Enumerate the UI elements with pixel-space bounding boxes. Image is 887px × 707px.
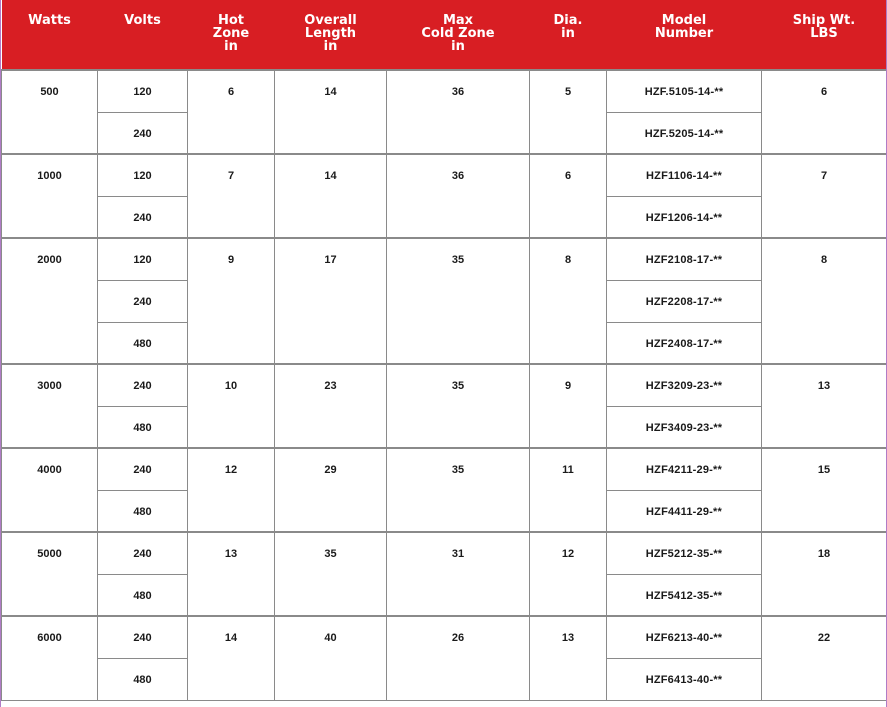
model-number-cell: HZF6413-40-** <box>607 658 762 700</box>
heater-spec-table <box>1 0 887 701</box>
overall-length-cell: 14 <box>275 70 387 154</box>
header-dia <box>530 0 607 70</box>
header-overall-length-line: Length <box>304 26 357 41</box>
model-number-cell: HZF.5205-14-** <box>607 112 762 154</box>
dia-cell: 12 <box>530 532 607 616</box>
header-overall-length-line: in <box>323 39 338 54</box>
dia-cell: 8 <box>530 238 607 364</box>
ship-weight-cell: 8 <box>762 238 887 364</box>
table-row <box>2 154 887 196</box>
header-hot-zone <box>188 0 275 70</box>
ship-weight-cell: 22 <box>762 616 887 700</box>
header-max-cold-zone-line: Cold Zone <box>421 26 495 41</box>
ship-weight-cell: 18 <box>762 532 887 616</box>
model-number-cell: HZF5412-35-** <box>607 574 762 616</box>
watts-cell: 1000 <box>2 154 98 238</box>
volts-cell: 240 <box>98 364 188 406</box>
header-max-cold-zone-line: in <box>451 39 465 54</box>
hot-zone-cell: 13 <box>188 532 275 616</box>
overall-length-cell: 17 <box>275 238 387 364</box>
table-row <box>2 364 887 406</box>
model-number-cell: HZF.5105-14-** <box>607 70 762 112</box>
model-number-cell: HZF4411-29-** <box>607 490 762 532</box>
header-dia-line: in <box>561 26 575 41</box>
header-ship-weight-line: LBS <box>810 26 838 41</box>
volts-cell: 240 <box>98 280 188 322</box>
volts-cell: 480 <box>98 574 188 616</box>
hot-zone-cell: 9 <box>188 238 275 364</box>
header-hot-zone-line: in <box>224 39 238 54</box>
hot-zone-cell: 7 <box>188 154 275 238</box>
watts-cell: 5000 <box>2 532 98 616</box>
table-body <box>2 70 887 700</box>
header-max-cold-zone-line: Max <box>442 13 474 28</box>
table-row <box>2 532 887 574</box>
max-cold-zone-cell: 35 <box>387 448 530 532</box>
hot-zone-cell: 10 <box>188 364 275 448</box>
volts-cell: 240 <box>98 616 188 658</box>
ship-weight-cell: 15 <box>762 448 887 532</box>
header-ship-weight-line: Ship Wt. <box>792 13 856 28</box>
header-volts <box>98 0 188 70</box>
max-cold-zone-cell: 36 <box>387 154 530 238</box>
watts-cell: 2000 <box>2 238 98 364</box>
volts-cell: 120 <box>98 70 188 112</box>
model-number-cell: HZF3409-23-** <box>607 406 762 448</box>
watts-cell: 4000 <box>2 448 98 532</box>
header-row <box>2 0 887 70</box>
table-row <box>2 238 887 280</box>
volts-cell: 240 <box>98 448 188 490</box>
model-number-cell: HZF1106-14-** <box>607 154 762 196</box>
max-cold-zone-cell: 26 <box>387 616 530 700</box>
hot-zone-cell: 14 <box>188 616 275 700</box>
volts-cell: 120 <box>98 154 188 196</box>
watts-cell: 6000 <box>2 616 98 700</box>
volts-cell: 480 <box>98 490 188 532</box>
overall-length-cell: 35 <box>275 532 387 616</box>
header-max-cold-zone <box>387 0 530 70</box>
max-cold-zone-cell: 31 <box>387 532 530 616</box>
model-number-cell: HZF6213-40-** <box>607 616 762 658</box>
dia-cell: 6 <box>530 154 607 238</box>
overall-length-cell: 29 <box>275 448 387 532</box>
overall-length-cell: 23 <box>275 364 387 448</box>
header-ship-weight <box>762 0 887 70</box>
hot-zone-cell: 12 <box>188 448 275 532</box>
max-cold-zone-cell: 35 <box>387 364 530 448</box>
volts-cell: 240 <box>98 532 188 574</box>
dia-cell: 5 <box>530 70 607 154</box>
max-cold-zone-cell: 36 <box>387 70 530 154</box>
volts-cell: 240 <box>98 112 188 154</box>
dia-cell: 13 <box>530 616 607 700</box>
dia-cell: 11 <box>530 448 607 532</box>
watts-cell: 3000 <box>2 364 98 448</box>
header-dia-line: Dia. <box>553 13 583 28</box>
volts-cell: 240 <box>98 196 188 238</box>
watts-cell: 500 <box>2 70 98 154</box>
header-model-number <box>607 0 762 70</box>
volts-cell: 480 <box>98 658 188 700</box>
volts-cell: 120 <box>98 238 188 280</box>
model-number-cell: HZF3209-23-** <box>607 364 762 406</box>
header-watts <box>2 0 98 70</box>
header-model-number-line: Model <box>661 13 707 28</box>
table-row <box>2 448 887 490</box>
table-row <box>2 616 887 658</box>
ship-weight-cell: 13 <box>762 364 887 448</box>
header-volts-line: Volts <box>124 13 161 28</box>
model-number-cell: HZF2408-17-** <box>607 322 762 364</box>
max-cold-zone-cell: 35 <box>387 238 530 364</box>
model-number-cell: HZF5212-35-** <box>607 532 762 574</box>
volts-cell: 480 <box>98 322 188 364</box>
dia-cell: 9 <box>530 364 607 448</box>
overall-length-cell: 14 <box>275 154 387 238</box>
header-model-number-line: Number <box>654 26 714 41</box>
header-watts-line: Watts <box>28 13 71 28</box>
model-number-cell: HZF1206-14-** <box>607 196 762 238</box>
header-overall-length-line: Overall <box>304 13 357 28</box>
header-overall-length <box>275 0 387 70</box>
ship-weight-cell: 6 <box>762 70 887 154</box>
table-row <box>2 70 887 112</box>
ship-weight-cell: 7 <box>762 154 887 238</box>
overall-length-cell: 40 <box>275 616 387 700</box>
header-hot-zone-line: Zone <box>212 26 250 41</box>
model-number-cell: HZF4211-29-** <box>607 448 762 490</box>
model-number-cell: HZF2208-17-** <box>607 280 762 322</box>
model-number-cell: HZF2108-17-** <box>607 238 762 280</box>
table-header <box>2 0 887 70</box>
volts-cell: 480 <box>98 406 188 448</box>
hot-zone-cell: 6 <box>188 70 275 154</box>
header-hot-zone-line: Hot <box>217 13 245 28</box>
